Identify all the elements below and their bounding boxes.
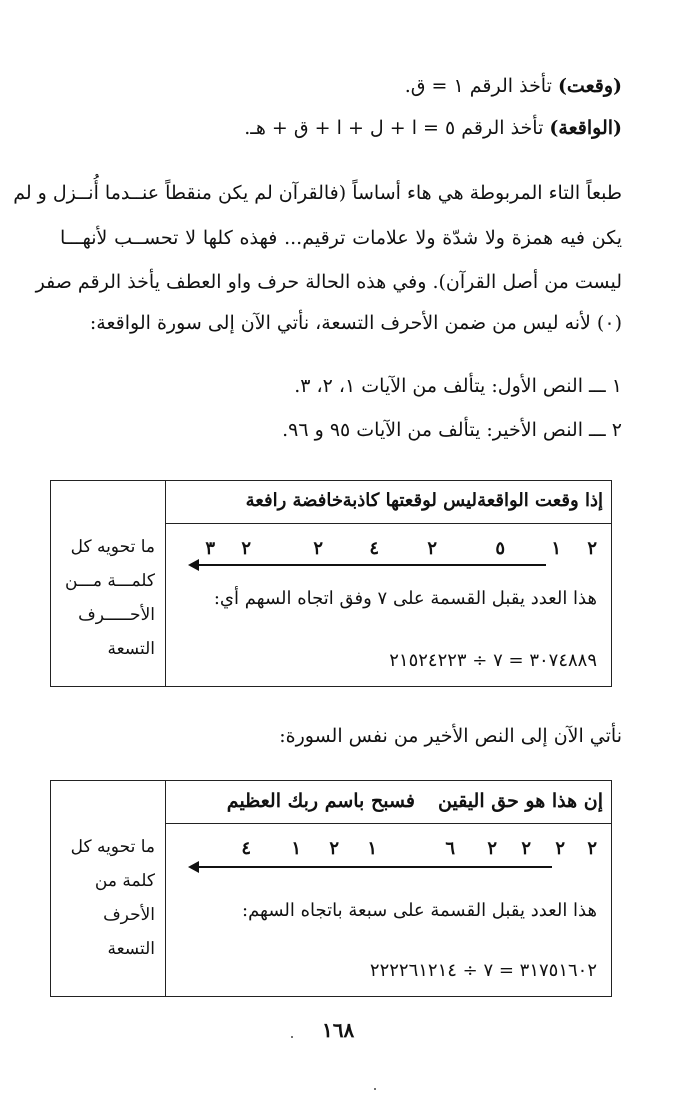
side-label-line: التسعة	[107, 938, 155, 959]
numbers-cell	[166, 824, 612, 997]
side-label-line: ما تحويه كل	[70, 836, 155, 857]
definition-line-1	[60, 74, 622, 98]
side-label-line: كلمـــة مـــن	[65, 570, 155, 591]
paragraph-line: (٠) لأنه ليس من ضمن الأحرف التسعة، نأتي الآن إلى سورة الواقعة:	[89, 312, 622, 334]
count-digit: ١	[291, 838, 301, 859]
side-label-line: التسعة	[107, 638, 155, 659]
verse-header	[166, 781, 612, 824]
word-count-table-1	[50, 480, 612, 687]
count-digit: ٢	[313, 538, 323, 559]
paragraph-line: ليست من أصل القرآن). وفي هذه الحالة حرف واو العطف يأخذ الرقم صفر	[35, 271, 622, 293]
count-digit: ٦	[445, 838, 455, 859]
side-label-line: الأحـــــرف	[78, 604, 155, 625]
word-label: (وقعت)	[557, 75, 622, 97]
verse-header	[166, 481, 612, 524]
list-item: ١ ـــ النص الأول: يتألف من الآيات ١، ٢، ٣.	[294, 375, 622, 397]
definition-text: تأخذ الرقم ٥ = ا + ل + ا + ق + هـ.	[244, 117, 550, 139]
division-equation: ٣١٧٥١٦٠٢ = ٧ ÷ ٢٢٢٢٦١٢١٤	[369, 960, 597, 981]
paragraph-line: يكن فيه همزة ولا شدّة ولا علامات ترقيم... فهذه كلها لا تحســب لأنهـــا	[60, 227, 622, 249]
count-digit: ٢	[587, 838, 597, 859]
verse-phrase: فسبح باسم ربك العظيم	[226, 790, 415, 812]
word-count-table-2	[50, 780, 612, 997]
count-digit: ٢	[587, 538, 597, 559]
word-label: (الواقعة)	[549, 117, 622, 139]
side-label-line: ما تحويه كل	[70, 536, 155, 557]
side-label-line: كلمة من	[94, 870, 155, 891]
verse-phrase: خافضة رافعة	[245, 490, 343, 511]
count-digit: ٤	[241, 838, 251, 859]
paragraph-line: طبعاً التاء المربوطة هي هاء أساساً (فالقرآن لم يكن منقطاً عنــدما أُنــزل و لم	[13, 182, 622, 204]
verse-phrase: إذا وقعت الواقعة	[477, 490, 603, 511]
divisibility-note: هذا العدد يقبل القسمة على ٧ وفق اتجاه السهم أي:	[213, 588, 597, 609]
count-digit: ١	[551, 538, 561, 559]
count-digit: ٤	[369, 538, 379, 559]
page-number: ١٦٨	[322, 1018, 355, 1042]
direction-arrow	[188, 860, 552, 874]
count-digit: ٥	[495, 538, 505, 559]
numbers-cell	[166, 524, 612, 687]
paragraph-line: نأتي الآن إلى النص الأخير من نفس السورة:	[279, 725, 622, 747]
divisibility-note: هذا العدد يقبل القسمة على سبعة باتجاه السهم:	[242, 900, 597, 921]
count-digit: ٢	[555, 838, 565, 859]
count-digit: ٢	[427, 538, 437, 559]
verse-phrase: إن هذا هو حق اليقين	[438, 790, 603, 812]
definition-text: تأخذ الرقم ١ = ق.	[404, 75, 558, 97]
side-label-line: الأحرف	[103, 904, 155, 925]
scan-speck	[291, 1036, 293, 1038]
count-digit: ٢	[521, 838, 531, 859]
count-digit: ١	[367, 838, 377, 859]
definition-line-2	[60, 116, 622, 140]
letter-counts	[186, 838, 597, 862]
division-equation: ٣٠٧٤٨٨٩ = ٧ ÷ ٢١٥٢٤٢٢٣	[389, 650, 597, 671]
corner-cell	[51, 481, 166, 524]
count-digit: ٢	[487, 838, 497, 859]
verse-phrase: ليس لوقعتها كاذبة	[342, 490, 477, 511]
side-label	[51, 824, 166, 997]
scan-speck	[374, 1088, 376, 1090]
list-item: ٢ ـــ النص الأخير: يتألف من الآيات ٩٥ و ٩٦.	[282, 419, 622, 441]
count-digit: ٢	[241, 538, 251, 559]
corner-cell	[51, 781, 166, 824]
direction-arrow	[188, 558, 546, 572]
count-digit: ٣	[205, 538, 215, 559]
side-label	[51, 524, 166, 687]
count-digit: ٢	[329, 838, 339, 859]
